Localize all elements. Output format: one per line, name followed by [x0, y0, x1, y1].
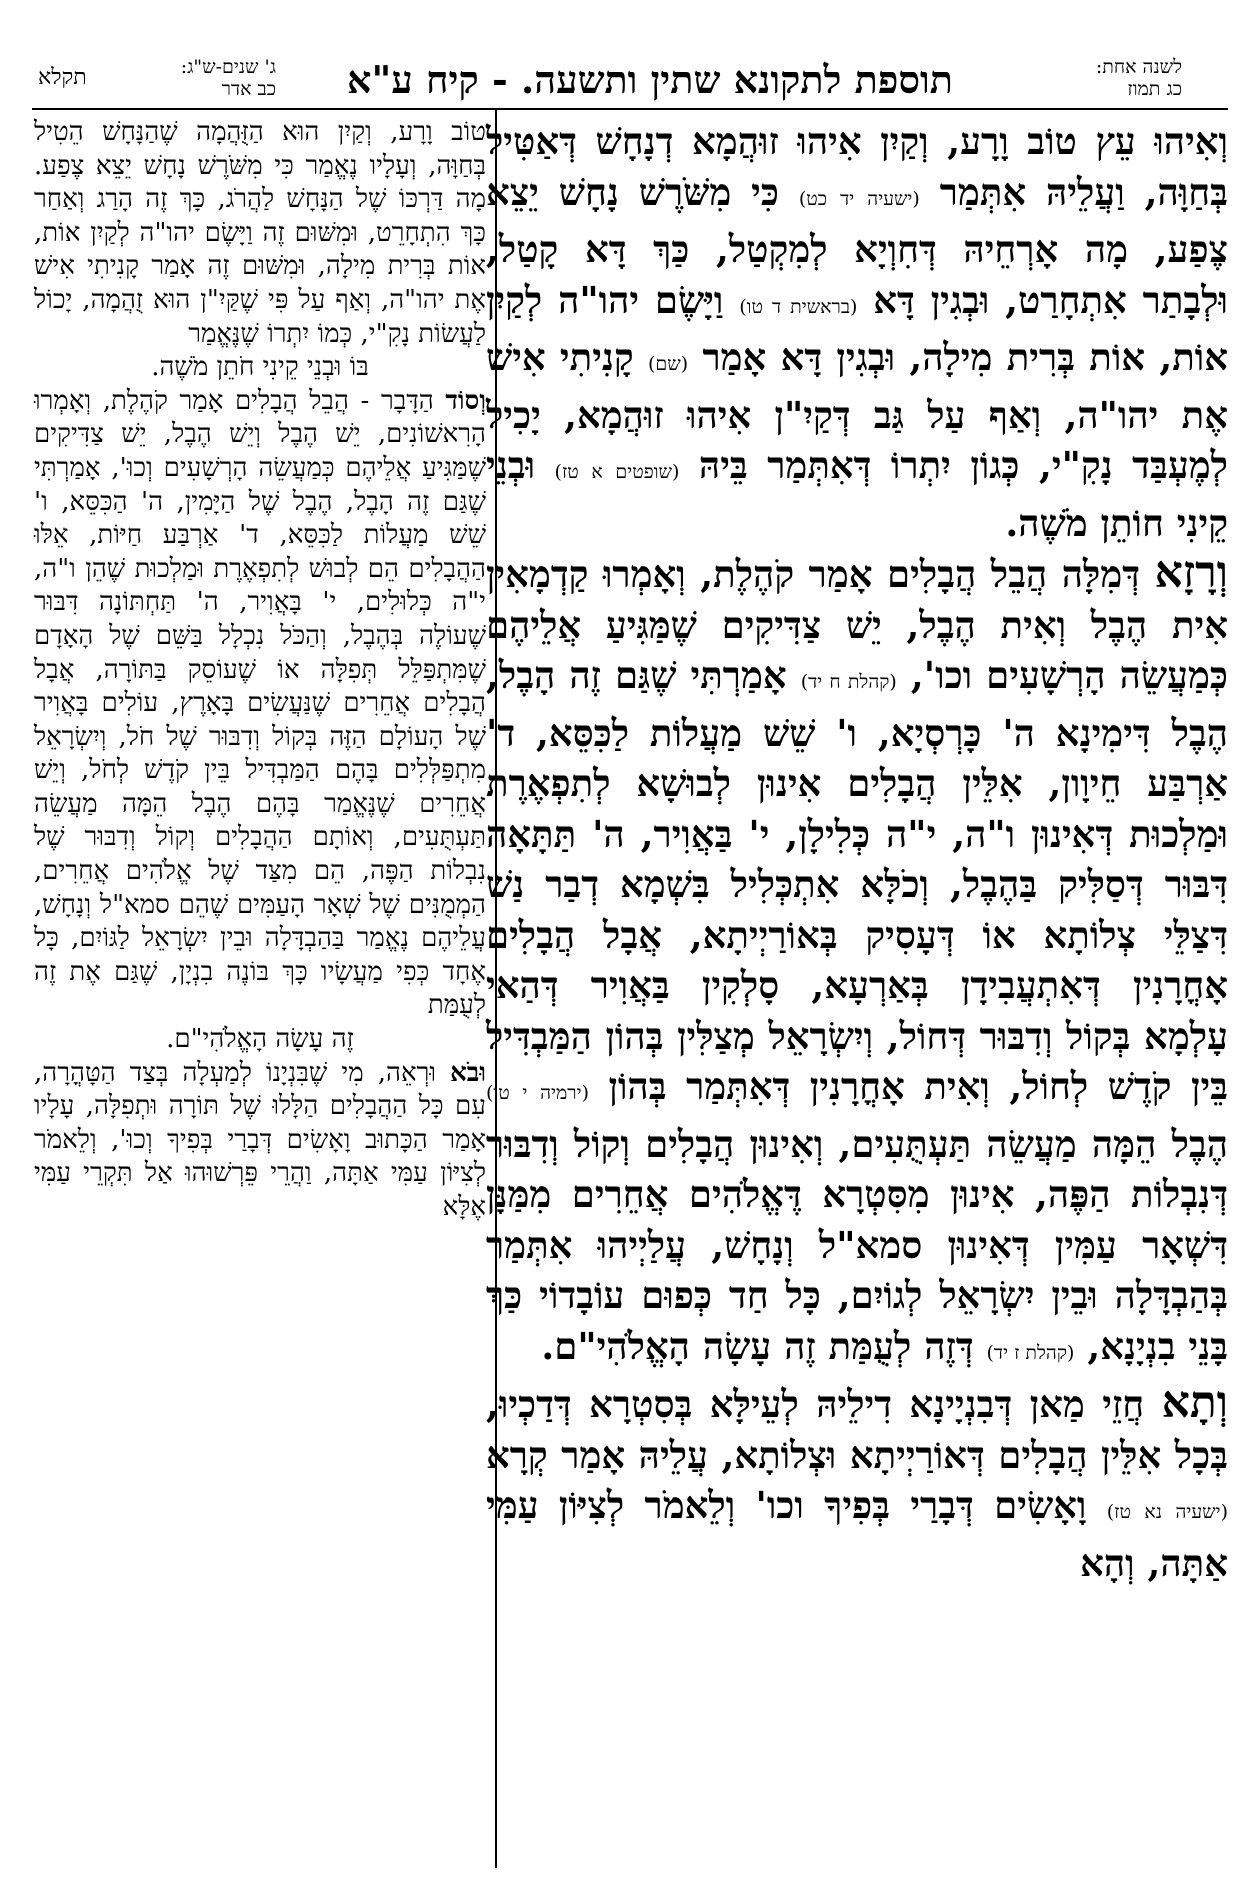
translation-paragraph-1: [34, 116, 486, 351]
main-text: כִּי מִשֹּׁרֶשׁ נָחָשׁ יֵצֵא צֶפַע, מָה אָרְחֵיהּ דְּחִוְיָא לְמִקְטַל, כַּךְ דָּא קָטַל, וּלְבָתַר אִתְחָרַט, וּבְגִין דָּא: [486, 169, 1228, 322]
header-daily-schedule: [1042, 56, 1182, 100]
main-text: וְאִיהוּ עֵץ טוֹב וָרָע, וְקַיִן אִיהוּ זוּהֲמָא דְנָחָשׁ דְּאַטִּיל בְּחַוָּה, וַעֲלֵיהּ אִתְּמַר: [486, 119, 1229, 214]
header-schedule-date: כג תמוז: [1127, 78, 1182, 100]
translation-paragraph-1-end: [34, 351, 486, 385]
main-text: וָאָשִׂים דְּבָרַי בְּפִיךָ וכו' וְלֵאמֹר לְצִיּוֹן עַמִּי אַתָּה, וְהָא: [486, 1483, 1228, 1585]
page-number: תקלא: [38, 65, 87, 90]
main-text-column: [486, 116, 1228, 1588]
translation-text: טוֹב וָרָע, וְקַיִן הוּא הַזֻּהֲמָה שֶׁהַנָּחָשׁ הֵטִיל בְּחַוָּה, וְעָלָיו נֶאֱמַר כִּי מִשֹּׁרֶשׁ נָחָשׁ יֵצֵא צֶפַע. מָה דַּרְכּוֹ שֶׁל הַנָּחָשׁ לַהֲרֹג, כָּךְ זֶה הָרַג וְאַחַר כָּךְ הִתְחָרֵט, וּמִשּׁוּם זֶה וַיָּשֶׂם יהו"ה לְקַיִן אוֹת, אוֹת בְּרִית מִילָה, וּמִשּׁוּם זֶה אָמַר קָנִיתִי אִישׁ אֶת יהו"ה, וְאַף עַל פִּי שֶׁקַּיִ"ן הוּא זֻהֲמָה, יָכוֹל לַעֲשׂוֹת נָקִ"י, כְּמוֹ יִתְרוֹ שֶׁנֶּאֱמַר: [34, 117, 486, 349]
citation: (ישעיה יד כט): [798, 187, 920, 210]
translation-text: בּוֹ וּבְנֵי קֵינִי חֹתֵן מֹשֶׁה.: [151, 352, 369, 383]
main-text: אָמַרְתִּי שֶׁגַּם זֶה הָבֶל, הֶבֶל דִּימִינָא ה' כָּרְסְיָא, ו' שֵׁשׁ מַעֲלוֹת לַכִּסֵּא, ד' אַרְבַּע חֵיוָון, אִלֵּין הֲבָלִים אִינוּן לְבוּשָׁא לְתִפְאֶרֶת וּמַלְכוּת דְּאִינוּן ו"ה, י"ה כְּלִילָן, י' בַּאֲוִיר, ה' תַּתָּאָה דִּבּוּר דְּסַלִּיק בַּהֶבֶל, וְכֹלָּא אִתְכְּלִיל בִּשְׁמָא דְבַר נַשׁ דִּצַלֵּי צְלוֹתָא אוֹ דְּעָסִיק בְּאוֹרַיְיתָא, אֲבָל הֲבָלִים אָחֳרָנִין דְּאִתְעֲבִידָן בְּאַרְעָא, סָלְקִין בַּאֲוִיר דְּהַאי עָלְמָא בְּקוֹל וְדִבּוּר דְּחוֹל, וְיִשְׂרָאֵל מְצַלִּין בְּהוֹן הַמַּבְדִּיל בֵּין קֹדֶשׁ לְחוֹל, וְאִית אָחֳרָנִין דְּאִתְּמַר בְּהוֹן: [486, 653, 1228, 1108]
main-paragraph-2: [486, 548, 1228, 1378]
opening-word: וְרָזָא: [1154, 547, 1228, 598]
main-text: וַיָּשֶׂם יהו"ה לְקַיִן אוֹת, אוֹת בְּרִית מִילָה, וּבְגִין דָּא אָמַר: [486, 277, 1228, 379]
header-divider: [32, 108, 1228, 110]
citation: (שופטים א טז): [554, 461, 680, 483]
translation-paragraph-2: [34, 385, 486, 1023]
header-three-year-label: ג' שנים-ש"ג:: [180, 56, 276, 78]
page-title: תוספת לתקונא שתין ותשעה. - קיח ע"א: [347, 57, 953, 102]
main-text: קָנִיתִי אִישׁ אֶת יהו"ה, וְאַף עַל גַּב דְּקַיִ"ן אִיהוּ זוּהֲמָא, יָכִיל לְמֶעְבַּד נָקִ"י, כְּגוֹן יִתְרוֹ דְּאִתְּמַר בֵּיהּ: [486, 335, 1228, 487]
header-schedule-label: לשנה אחת:: [1095, 56, 1182, 78]
opening-word: וּבֹא: [450, 1057, 486, 1088]
citation: (ירמיה י טו): [486, 1082, 589, 1104]
main-paragraph-3: [486, 1378, 1228, 1588]
main-text: הֶבֶל הֵמָּה מַעֲשֵׂה תַּעְתֻּעִים, וְאִינוּן הֲבָלִים וְקוֹל וְדִבּוּר דְּנִבְלוֹת הַפֶּה, אִינוּן מִסִּטְרָא דֶּאֱלֹהִים אֲחֵרִים מִמַּנָּן דִּשְׁאָר עַמִּין דְּאִינוּן סמא"ל וְנָחָשׁ, עֲלַיְיהוּ אִתְּמַר בְּהַבְדָּלָה וּבֵין יִשְׂרָאֵל לְגוֹיִם, כָּל חַד כְּפוּם עוֹבָדוֹי כַּךְ בָּנֵי בִנְיָנָא,: [486, 1121, 1228, 1368]
translation-column: [34, 116, 486, 1225]
opening-word: וְתָא: [1161, 1377, 1228, 1428]
citation: (שם): [648, 353, 689, 375]
translation-paragraph-2-end: [34, 1023, 486, 1057]
citation: (קהלת ז יד): [986, 1341, 1075, 1364]
main-text: דְּמִלָּה הֲבֵל הֲבָלִים אָמַר קֹהֶלֶת, וְאָמְרוּ קַדְמָאִין אִית הֶבֶל וְאִית הֶבֶל, יֵשׁ צַדִּיקִים שֶׁמַּגִּיעַ אֲלֵיהֶם כְּמַעֲשֵׂה הָרְשָׁעִים וכו',: [486, 552, 1229, 697]
main-paragraph-1: [486, 116, 1228, 548]
translation-text: וּרְאֵה, מִי שֶׁבִּנְיָנוֹ לְמַעְלָה בְּצַד הַטָּהֳרָה, עִם כָּל הַהֲבָלִים הַלָּלוּ שֶׁל תּוֹרָה וּתְפִלָּה, עָלָיו אָמַר הַכָּתוּב וָאָשִׂים דְּבָרַי בְּפִיךָ וְכוּ', וְלֵאמֹר לְצִיּוֹן עַמִּי אַתָּה, וַהֲרֵי פֵּרְשׁוּהוּ אַל תִּקְרֵי עַמִּי אֶלָּא: [34, 1057, 486, 1222]
citation: (קהלת ח יד): [800, 671, 897, 693]
main-text: חֲזֵי מַאן דְּבִנְיָינָא דִילֵיהּ לְעֵילָּא בְּסִטְרָא דְּדַכְיוּ, בְּכָל אִלֵּין הֲבָלִים דְּאוֹרַיְיתָא וּצְלוֹתָא, עֲלֵיהּ אָמַר קְרָא: [486, 1382, 1228, 1477]
main-text: דְּזֶה לְעֻמַּת זֶה עָשָׂה הָאֱלֹהִי"ם.: [541, 1323, 974, 1368]
opening-word: וְסוֹד: [445, 385, 486, 416]
main-text: וּבְנֵי קֵינִי חוֹתֵן מֹשֶׁה.: [486, 443, 1228, 545]
header-three-year-schedule: [156, 56, 276, 100]
translation-paragraph-3: [34, 1057, 486, 1225]
translation-text: זֶה עָשָׂה הָאֱלֹהִי"ם.: [166, 1024, 354, 1055]
translation-text: הַדָּבָר - הֲבֵל הֲבָלִים אָמַר קֹהֶלֶת, וְאָמְרוּ הָרִאשׁוֹנִים, יֵשׁ הֶבֶל וְיֵשׁ הֶבֶל, יֵשׁ צַדִּיקִים שֶׁמַּגִּיעַ אֲלֵיהֶם כְּמַעֲשֵׂה הָרְשָׁעִים וְכוּ', אָמַרְתִּי שֶׁגַּם זֶה הָבֶל, הֶבֶל שֶׁל הַיָּמִין, ה' הַכִּסֵּא, ו' שֵׁשׁ מַעֲלוֹת לַכִּסֵּא, ד' אַרְבַּע חַיּוֹת, אֵלּוּ הַהֲבָלִים הֵם לְבוּשׁ לְתִפְאֶרֶת וּמַלְכוּת שֶׁהֵן ו"ה, י"ה כְּלוּלִים, י' בָּאֲוִיר, ה' תַּחְתּוֹנָה דִּבּוּר שֶׁעוֹלֶה בְּהֶבֶל, וְהַכֹּל נִכְלָל בַּשֵּׁם שֶׁל הָאָדָם שֶׁמִּתְפַּלֵּל תְּפִלָּה אוֹ שֶׁעוֹסֵק בַּתּוֹרָה, אֲבָל הֲבָלִים אֲחֵרִים שֶׁנַּעֲשִׂים בָּאָרֶץ, עוֹלִים בָּאֲוִיר שֶׁל הָעוֹלָם הַזֶּה בְּקוֹל וְדִבּוּר שֶׁל חֹל, וְיִשְׂרָאֵל מִתְפַּלְּלִים בָּהֶם הַמַּבְדִּיל בֵּין קֹדֶשׁ לְחֹל, וְיֵשׁ אֲחֵרִים שֶׁנֶּאֱמַר בָּהֶם הֶבֶל הֵמָּה מַעֲשֵׂה תַּעְתֻּעִים, וְאוֹתָם הַהֲבָלִים וְקוֹל וְדִבּוּר שֶׁל נִבְלוֹת הַפֶּה, הֵם מִצַּד שֶׁל אֱלֹהִים אֲחֵרִים, הַמְמֻנִּים שֶׁל שְׁאָר הָעַמִּים שֶׁהֵם סמא"ל וְנָחָשׁ, עֲלֵיהֶם נֶאֱמַר בַּהַבְדָּלָה וּבֵין יִשְׂרָאֵל לַגּוֹיִם, כָּל אֶחָד כְּפִי מַעֲשָׂיו כָּךְ בּוֹנֶה בִנְיָן, שֶׁגַּם אֶת זֶה לְעֻמַּת: [34, 385, 486, 1021]
citation: (ישעיה נא טז): [1106, 1501, 1229, 1523]
citation: (בראשית ד טו): [739, 295, 858, 318]
header-three-year-date: כב אדר: [221, 78, 276, 100]
